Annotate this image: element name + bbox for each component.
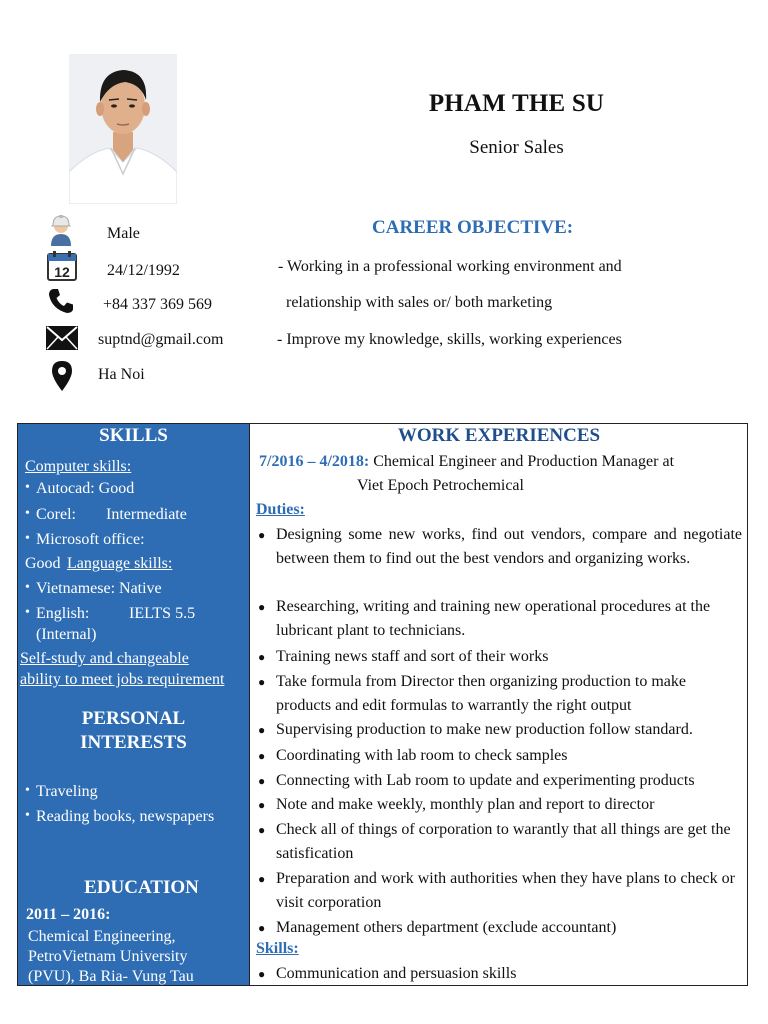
duty-item: Connecting with Lab room to update and experimenting products [276,772,695,789]
profile-photo-image [69,54,177,204]
language-skills-label: Language skills: [67,555,173,572]
computer-skills-label: Computer skills: [25,458,132,475]
left-column [18,424,250,985]
gender-text: Male [107,225,140,242]
lang-english-note: (Internal) [36,626,97,643]
self-study-line-2: ability to meet jobs requirement [20,671,225,688]
bullet: ● [258,823,266,837]
person-icon [44,212,78,246]
calendar-day: 12 [54,264,70,280]
mail-icon [45,325,79,351]
duty-item: Training news staff and sort of their works [276,648,549,665]
bullet: • [25,605,30,620]
skills-sub-label: Skills: [256,940,299,957]
bullet: ● [258,723,266,737]
work-skill-item: Communication and persuasion skills [276,965,517,982]
objective-line-3: - Improve my knowledge, skills, working experiences [277,331,622,348]
bullet: ● [258,749,266,763]
bullet: ● [258,650,266,664]
personal-interests-heading-2: INTERESTS [80,732,187,753]
duties-label: Duties: [256,501,305,518]
personal-interests-heading-1: PERSONAL [81,708,186,729]
objective-line-2: relationship with sales or/ both marketing [286,294,553,311]
duty-item: Take formula from Director then organizing production to make products and edit formulas to warrantly the right output [276,673,687,714]
email-text: suptnd@gmail.com [98,331,224,348]
candidate-title: Senior Sales [469,137,564,158]
bullet: • [25,480,30,495]
phone-text: +84 337 369 569 [103,296,213,313]
profile-photo [69,54,177,204]
education-years: 2011 – 2016: [26,906,111,923]
interest-traveling: Traveling [36,783,98,800]
duty-item: Researching, writing and training new operational procedures at the lubricant plant to technicians. [276,598,711,639]
skill-corel-level: Intermediate [106,506,187,523]
bullet: ● [258,921,266,935]
interest-reading: Reading books, newspapers [36,808,215,825]
skills-heading: SKILLS [99,425,168,446]
duty-item: Coordinating with lab room to check samples [276,747,568,764]
bullet: ● [258,600,266,614]
lang-vietnamese: Vietnamese: Native [36,580,162,597]
skill-corel-name: Corel: [36,506,76,523]
bullet: ● [258,798,266,812]
location-pin-icon [50,360,74,392]
bullet: • [25,808,30,823]
duty-item: Check all of things of corporation to warantly that all things are get the satisfication [276,821,731,862]
duty-item: Designing some new works, find out vendors, compare and negotiate between them to find out the best vendors and organizing works. [276,526,742,567]
dob-text: 24/12/1992 [107,262,180,279]
work-company: Viet Epoch Petrochemical [357,477,524,494]
education-heading: EDUCATION [84,877,199,898]
bullet: • [25,783,30,798]
self-study-line-1: Self-study and changeable [20,650,189,667]
education-line-2: PetroVietnam University [28,948,188,965]
duty-item: Note and make weekly, monthly plan and report to director [276,796,655,813]
bullet: ● [258,675,266,689]
bullet: ● [258,967,266,981]
career-objective-heading: CAREER OBJECTIVE: [372,217,574,238]
duty-item: Management others department (exclude accountant) [276,919,617,936]
work-period: 7/2016 – 4/2018: [259,453,370,470]
lang-english-name: English: [36,605,90,622]
work-role: Chemical Engineer and Production Manager at [373,453,675,470]
msoffice-level: Good [25,555,61,572]
bullet: ● [258,872,266,886]
bullet: • [25,531,30,546]
resume-table [17,423,748,986]
bullet: ● [258,774,266,788]
objective-line-1: - Working in a professional working environment and [278,258,622,275]
bullet: • [25,580,30,595]
calendar-icon [46,250,78,282]
lang-english-level: IELTS 5.5 [129,605,196,622]
work-experiences-heading: WORK EXPERIENCES [397,425,601,446]
candidate-name: PHAM THE SU [428,90,605,117]
education-line-1: Chemical Engineering, [28,928,176,945]
work-period-line [259,452,674,472]
bullet: • [25,506,30,521]
phone-icon [47,287,75,315]
right-column [250,424,747,985]
location-text: Ha Noi [98,366,145,383]
bullet: ● [258,528,266,542]
skill-msoffice: Microsoft office: [36,531,145,548]
skill-autocad: Autocad: Good [36,480,135,497]
education-line-3: (PVU), Ba Ria- Vung Tau [28,968,194,985]
duty-item: Preparation and work with authorities when they have plans to check or visit corporation [276,870,735,911]
duty-item: Supervising production to make new production follow standard. [276,721,693,738]
